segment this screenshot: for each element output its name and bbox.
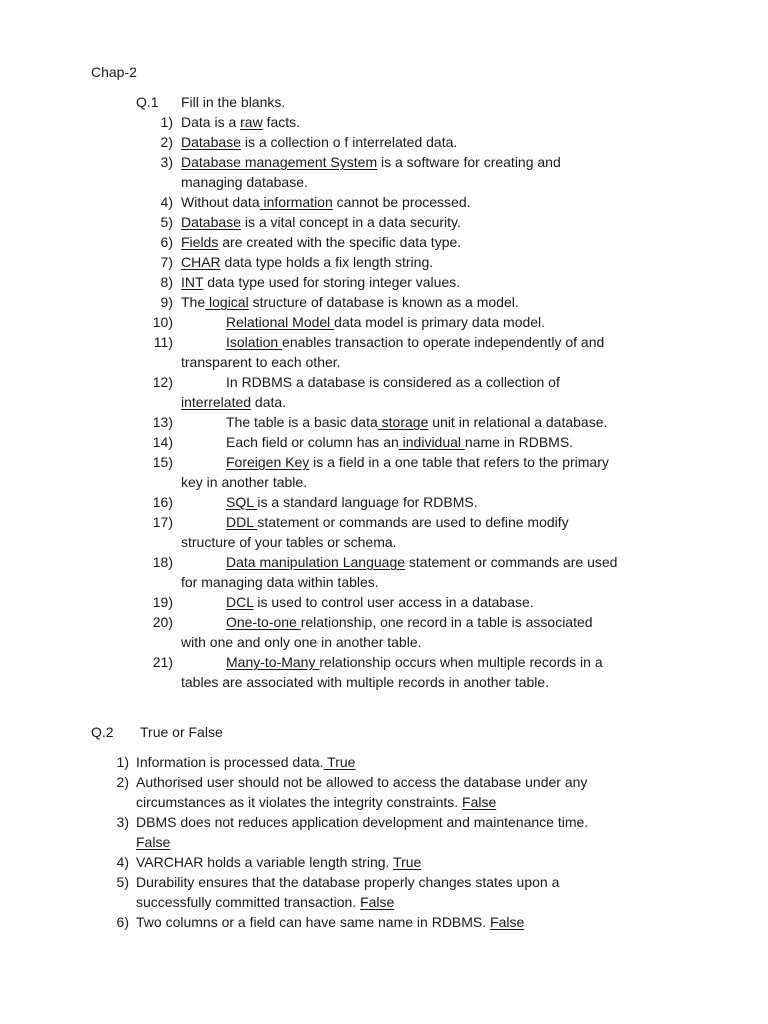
question-text: The table is a basic data [226, 414, 378, 430]
item-line [226, 652, 603, 672]
item-line [226, 432, 573, 452]
answer-text: Foreigen Key [226, 454, 310, 470]
answer-text: False [490, 914, 525, 930]
item-line [136, 752, 355, 772]
question-text: data. [251, 394, 287, 410]
item-line [226, 512, 569, 532]
question-text: is a vital concept in a data security. [240, 214, 461, 230]
item-line [226, 312, 545, 332]
answer-text: False [360, 894, 395, 910]
question-text: data type holds a fix length string. [220, 254, 434, 270]
item-line [181, 192, 471, 212]
question-text: relationship occurs when multiple records in a [319, 654, 603, 670]
item-number: 2) [116, 774, 129, 790]
item-number: 14) [152, 434, 173, 450]
question-text: managing database. [181, 174, 308, 190]
question-text: statement or commands are used [405, 554, 618, 570]
item-number: 6) [116, 914, 129, 930]
item-number: 1) [160, 114, 173, 130]
item-line [136, 872, 559, 892]
item-line [181, 392, 286, 412]
answer-text: Relational Model [226, 314, 335, 330]
item-line [226, 452, 609, 472]
item-line [226, 592, 534, 612]
question-text: with one and only one in another table. [181, 634, 422, 650]
question-text: is a field in a one table that refers to the primary [309, 454, 609, 470]
question-text: Data is a [181, 114, 241, 130]
question-text: Authorised user should not be allowed to access the database under any [136, 774, 588, 790]
item-number: 21) [152, 654, 173, 670]
answer-text: CHAR [181, 254, 221, 270]
answer-text: interrelated [181, 394, 252, 410]
question-text: successfully committed transaction. [136, 894, 361, 910]
item-line [181, 112, 300, 132]
item-number: 6) [160, 234, 173, 250]
question-text: name in RDBMS. [464, 434, 574, 450]
chapter-title: Chap-2 [91, 64, 137, 80]
question-text: unit in relational a database. [428, 414, 608, 430]
question-text: structure of your tables or schema. [181, 534, 397, 550]
item-number: 12) [152, 374, 173, 390]
item-line [136, 852, 421, 872]
question-text: circumstances as it violates the integrity constraints. [136, 794, 463, 810]
item-line [181, 132, 457, 152]
item-line [136, 792, 496, 812]
item-line [181, 172, 308, 192]
answer-text: storage [377, 414, 429, 430]
question-text: statement or commands are used to define modify [257, 514, 569, 530]
item-number: 13) [152, 414, 173, 430]
answer-text: DDL [226, 514, 258, 530]
item-line [136, 832, 170, 852]
answer-text: False [136, 834, 171, 850]
answer-text: INT [181, 274, 204, 290]
item-line [181, 232, 461, 252]
item-line [226, 492, 478, 512]
question-text: key in another table. [181, 474, 308, 490]
item-number: 11) [153, 334, 173, 350]
question-text: enables transaction to operate independently of and [282, 334, 605, 350]
answer-text: Isolation [226, 334, 283, 350]
answer-text: Database management System [181, 154, 378, 170]
q2-title: True or False [140, 724, 223, 740]
answer-text: True [323, 754, 356, 770]
q1-title: Fill in the blanks. [181, 94, 286, 110]
question-text: The [181, 294, 206, 310]
answer-text: DCL [226, 594, 254, 610]
question-text: data model is primary data model. [334, 314, 546, 330]
answer-text: One-to-one [226, 614, 301, 630]
question-text: DBMS does not reduces application development and maintenance time. [136, 814, 589, 830]
question-text: is a standard language for RDBMS. [257, 494, 478, 510]
question-text: In RDBMS a database is considered as a collection of [226, 374, 560, 390]
question-text: cannot be processed. [332, 194, 471, 210]
q1-label: Q.1 [136, 94, 159, 110]
answer-text: SQL [226, 494, 258, 510]
item-line [181, 272, 460, 292]
item-line [226, 552, 617, 572]
answer-text: logical [205, 294, 249, 310]
question-text: VARCHAR holds a variable length string. [136, 854, 394, 870]
question-text: transparent to each other. [181, 354, 341, 370]
item-number: 5) [116, 874, 129, 890]
item-line [181, 212, 461, 232]
item-line [181, 292, 519, 312]
item-number: 3) [116, 814, 129, 830]
item-line [181, 472, 307, 492]
answer-text: information [259, 194, 333, 210]
item-number: 4) [160, 194, 173, 210]
item-number: 19) [152, 594, 173, 610]
item-number: 9) [160, 294, 173, 310]
question-text: relationship, one record in a table is associated [300, 614, 593, 630]
question-text: data type used for storing integer values. [203, 274, 461, 290]
answer-text: individual [398, 434, 465, 450]
item-number: 17) [152, 514, 173, 530]
question-text: for managing data within tables. [181, 574, 379, 590]
answer-text: Data manipulation Language [226, 554, 406, 570]
item-number: 4) [116, 854, 129, 870]
question-text: are created with the specific data type. [218, 234, 462, 250]
item-number: 18) [152, 554, 173, 570]
question-text: Two columns or a field can have same name in RDBMS. [136, 914, 491, 930]
item-line [181, 572, 379, 592]
item-number: 16) [152, 494, 173, 510]
question-text: Durability ensures that the database properly changes states upon a [136, 874, 560, 890]
question-text: is a software for creating and [377, 154, 561, 170]
item-number: 7) [160, 254, 173, 270]
answer-text: Many-to-Many [226, 654, 320, 670]
item-number: 3) [160, 154, 173, 170]
answer-text: False [462, 794, 497, 810]
item-line [226, 372, 560, 392]
item-line [136, 772, 587, 792]
item-line [181, 152, 561, 172]
answer-text: Database [181, 134, 241, 150]
question-text: is a collection o f interrelated data. [240, 134, 458, 150]
question-text: Information is processed data. [136, 754, 324, 770]
question-text: Each field or column has an [226, 434, 399, 450]
question-text: facts. [262, 114, 301, 130]
question-text: Without data [181, 194, 260, 210]
item-line [226, 412, 607, 432]
item-number: 10) [152, 314, 173, 330]
item-number: 8) [160, 274, 173, 290]
question-text: is used to control user access in a database. [253, 594, 534, 610]
item-line [226, 612, 593, 632]
answer-text: Fields [181, 234, 219, 250]
item-number: 1) [116, 754, 129, 770]
question-text: structure of database is known as a model. [248, 294, 519, 310]
item-line [181, 352, 341, 372]
item-number: 5) [160, 214, 173, 230]
item-line [136, 912, 524, 932]
item-number: 20) [152, 614, 173, 630]
answer-text: True [393, 854, 422, 870]
item-line [181, 252, 433, 272]
q2-label: Q.2 [91, 724, 114, 740]
item-number: 2) [160, 134, 173, 150]
item-line [181, 632, 422, 652]
item-line [181, 532, 397, 552]
question-text: tables are associated with multiple records in another table. [181, 674, 550, 690]
answer-text: Database [181, 214, 241, 230]
answer-text: raw [240, 114, 263, 130]
item-line [136, 812, 588, 832]
item-line [226, 332, 604, 352]
item-line [136, 892, 394, 912]
item-number: 15) [152, 454, 173, 470]
item-line [181, 672, 549, 692]
